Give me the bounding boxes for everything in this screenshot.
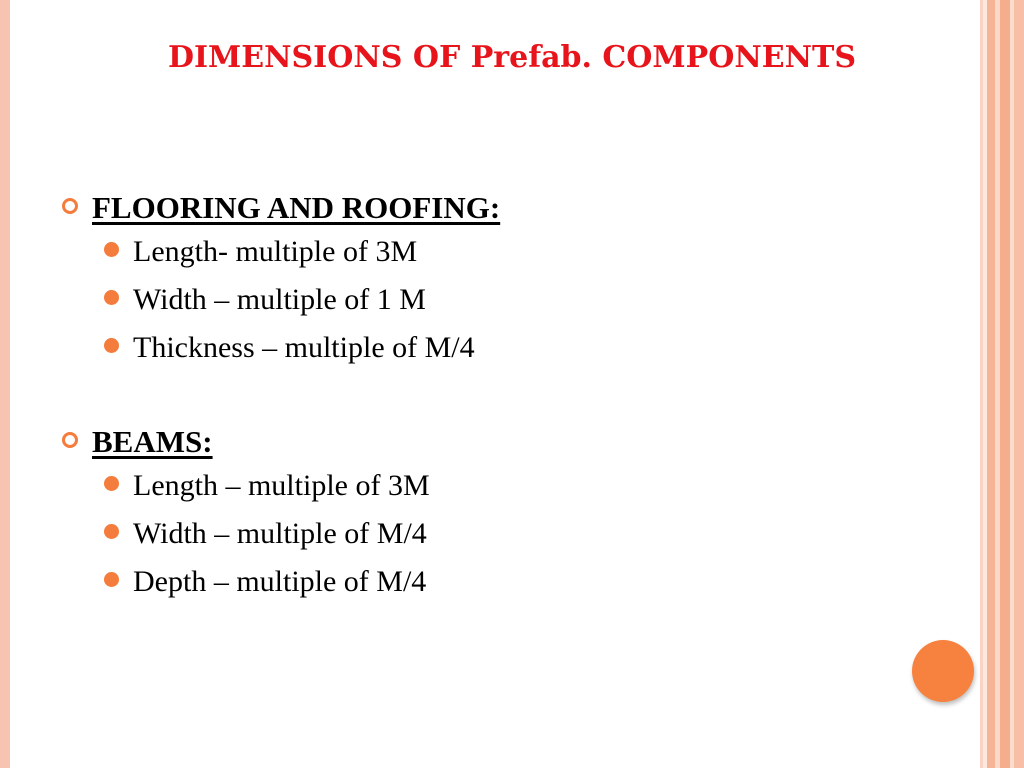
section-heading-row xyxy=(62,422,942,462)
list-item xyxy=(104,228,942,276)
bullet-list xyxy=(104,228,942,372)
left-border-stripe xyxy=(0,0,10,768)
section-heading: FLOORING AND ROOFING: xyxy=(92,190,501,225)
slide-content xyxy=(62,188,942,606)
list-item xyxy=(104,510,942,558)
list-item-text: Width – multiple of 1 M xyxy=(133,283,426,316)
dot-bullet-icon xyxy=(104,572,119,587)
ring-bullet-icon xyxy=(62,198,78,214)
dot-bullet-icon xyxy=(104,338,119,353)
orange-circle-decoration xyxy=(912,640,974,702)
bullet-list xyxy=(104,462,942,606)
dot-bullet-icon xyxy=(104,476,119,491)
list-item xyxy=(104,324,942,372)
section-heading-row xyxy=(62,188,942,228)
list-item-text: Length- multiple of 3M xyxy=(133,235,418,268)
slide-title: DIMENSIONS OF Prefab. COMPONENTS xyxy=(167,40,857,75)
section-heading: BEAMS: xyxy=(92,424,213,459)
right-decorative-stripes xyxy=(980,0,1024,768)
list-item-text: Thickness – multiple of M/4 xyxy=(133,331,475,364)
list-item-text: Depth – multiple of M/4 xyxy=(133,565,427,598)
ring-bullet-icon xyxy=(62,432,78,448)
dot-bullet-icon xyxy=(104,242,119,257)
list-item-text: Length – multiple of 3M xyxy=(133,469,430,502)
dot-bullet-icon xyxy=(104,524,119,539)
list-item xyxy=(104,462,942,510)
section-flooring-roofing xyxy=(62,188,942,372)
list-item-text: Width – multiple of M/4 xyxy=(133,517,427,550)
section-beams xyxy=(62,422,942,606)
list-item xyxy=(104,276,942,324)
list-item xyxy=(104,558,942,606)
dot-bullet-icon xyxy=(104,290,119,305)
